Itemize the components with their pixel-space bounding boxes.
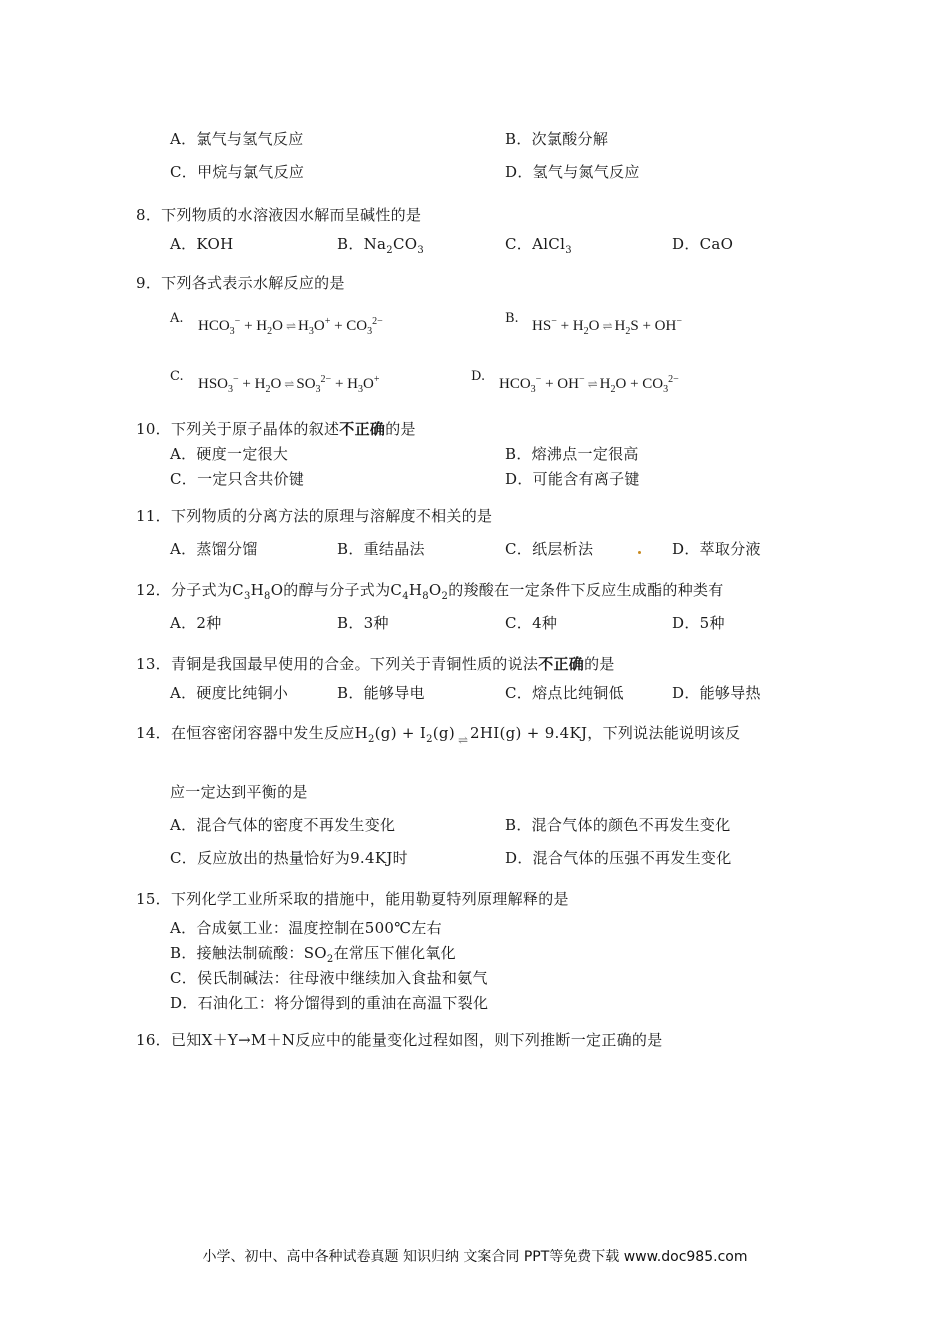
- q15-option-a: A．合成氨工业：温度控制在500℃左右: [170, 919, 442, 937]
- q8-option-d: D．CaO: [672, 235, 734, 253]
- q11-stem: 11．下列物质的分离方法的原理与溶解度不相关的是: [136, 507, 493, 525]
- q9-option-d-equation: $HCO_3^- + OH^-$ ⇌ $H_2O + CO_3^{2-}$: [499, 374, 679, 395]
- equilibrium-arrow-icon: ⇌: [285, 319, 296, 333]
- q10-option-a: A．硬度一定很大: [170, 445, 289, 463]
- q9-option-b-equation: $HS^- + H_2O$ ⇌ $H_2S + OH^-$: [532, 316, 682, 337]
- q9-option-c-equation: $HSO_3^- + H_2O$ ⇌ $SO_3^{2-} + H_3O^+$: [198, 374, 380, 395]
- q13-option-c: C．熔点比纯铜低: [505, 684, 624, 702]
- q12-option-c: C．4种: [505, 614, 558, 632]
- q8-option-c: C．AlCl$_3$: [505, 235, 572, 256]
- q13-option-d: D．能够导热: [672, 684, 761, 702]
- equilibrium-arrow-icon: ⇌: [602, 319, 612, 333]
- q14-stem-line2: 应一定达到平衡的是: [170, 783, 308, 801]
- q11-option-b: B．重结晶法: [337, 540, 425, 558]
- q14-option-b: B．混合气体的颜色不再发生变化: [505, 816, 731, 834]
- q12-option-b: B．3种: [337, 614, 389, 632]
- q8-option-a: A．KOH: [170, 235, 234, 253]
- q15-option-c: C．侯氏制碱法：往母液中继续加入食盐和氨气: [170, 969, 488, 987]
- q9-option-d-letter: D.: [471, 369, 486, 384]
- q7-option-a: A．氯气与氢气反应: [170, 130, 304, 148]
- q7-option-c: C．甲烷与氯气反应: [170, 163, 305, 181]
- q8-option-b: B．$Na_2CO_3$: [337, 235, 425, 256]
- q15-stem: 15．下列化学工业所采取的措施中，能用勒夏特列原理解释的是: [136, 890, 569, 908]
- q11-option-d: D．萃取分液: [672, 540, 761, 558]
- q7-option-d: D．氢气与氮气反应: [505, 163, 640, 181]
- q12-option-a: A．2种: [170, 614, 222, 632]
- q12-stem: 12．分子式为$C_3H_8O$的醇与分子式为$C_4H_8O_2$的羧酸在一定条件下反应生成酯的种类有: [136, 581, 724, 602]
- q9-option-a-letter: A.: [170, 311, 184, 326]
- q9-option-b-letter: B.: [505, 311, 519, 326]
- q9-stem: 9．下列各式表示水解反应的是: [136, 274, 345, 292]
- q10-option-c: C．一定只含共价键: [170, 470, 305, 488]
- q14-stem: 14．在恒容密闭容器中发生反应$H_2(g) + I_2(g)$ $_\rightleftharpoons$ 2HI(g) + 9.4KJ，下列说法能说明该反: [136, 724, 741, 747]
- q13-stem: 13．青铜是我国最早使用的合金。下列关于青铜性质的说法不正确的是: [136, 655, 615, 673]
- q14-option-d: D．混合气体的压强不再发生变化: [505, 849, 732, 867]
- q15-option-b: B．接触法制硫酸：$SO_2$在常压下催化氧化: [170, 944, 456, 965]
- q14-option-c: C．反应放出的热量恰好为9.4KJ时: [170, 849, 408, 867]
- q14-option-a: A．混合气体的密度不再发生变化: [170, 816, 396, 834]
- q9-option-a-equation: $HCO_3^- + H_2O$ ⇌ $H_3O^+ + CO_3^{2-}$: [198, 316, 383, 337]
- q13-option-b: B．能够导电: [337, 684, 425, 702]
- q16-stem: 16．已知X＋Y→M＋N反应中的能量变化过程如图，则下列推断一定正确的是: [136, 1031, 663, 1049]
- equilibrium-arrow-icon: ⇌: [587, 377, 597, 391]
- q15-option-d: D．石油化工：将分馏得到的重油在高温下裂化: [170, 994, 489, 1012]
- q11-option-c: C．纸层析法: [505, 540, 594, 558]
- q13-option-a: A．硬度比纯铜小: [170, 684, 289, 702]
- q10-stem: 10．下列关于原子晶体的叙述不正确的是: [136, 420, 416, 438]
- equilibrium-arrow-icon: ⇌: [284, 377, 294, 391]
- page-footer: 小学、初中、高中各种试卷真题 知识归纳 文案合同 PPT等免费下载 www.doc985.com: [202, 1249, 748, 1265]
- q11-option-a: A．蒸馏分馏: [170, 540, 258, 558]
- q7-option-b: B．次氯酸分解: [505, 130, 609, 148]
- equilibrium-arrow-icon: ⇌: [457, 733, 468, 747]
- q8-stem: 8．下列物质的水溶液因水解而呈碱性的是: [136, 206, 422, 224]
- q9-option-c-letter: C.: [170, 369, 184, 384]
- q12-option-d: D．5种: [672, 614, 725, 632]
- q10-option-d: D．可能含有离子键: [505, 470, 640, 488]
- stray-mark: [638, 551, 641, 554]
- q10-option-b: B．熔沸点一定很高: [505, 445, 639, 463]
